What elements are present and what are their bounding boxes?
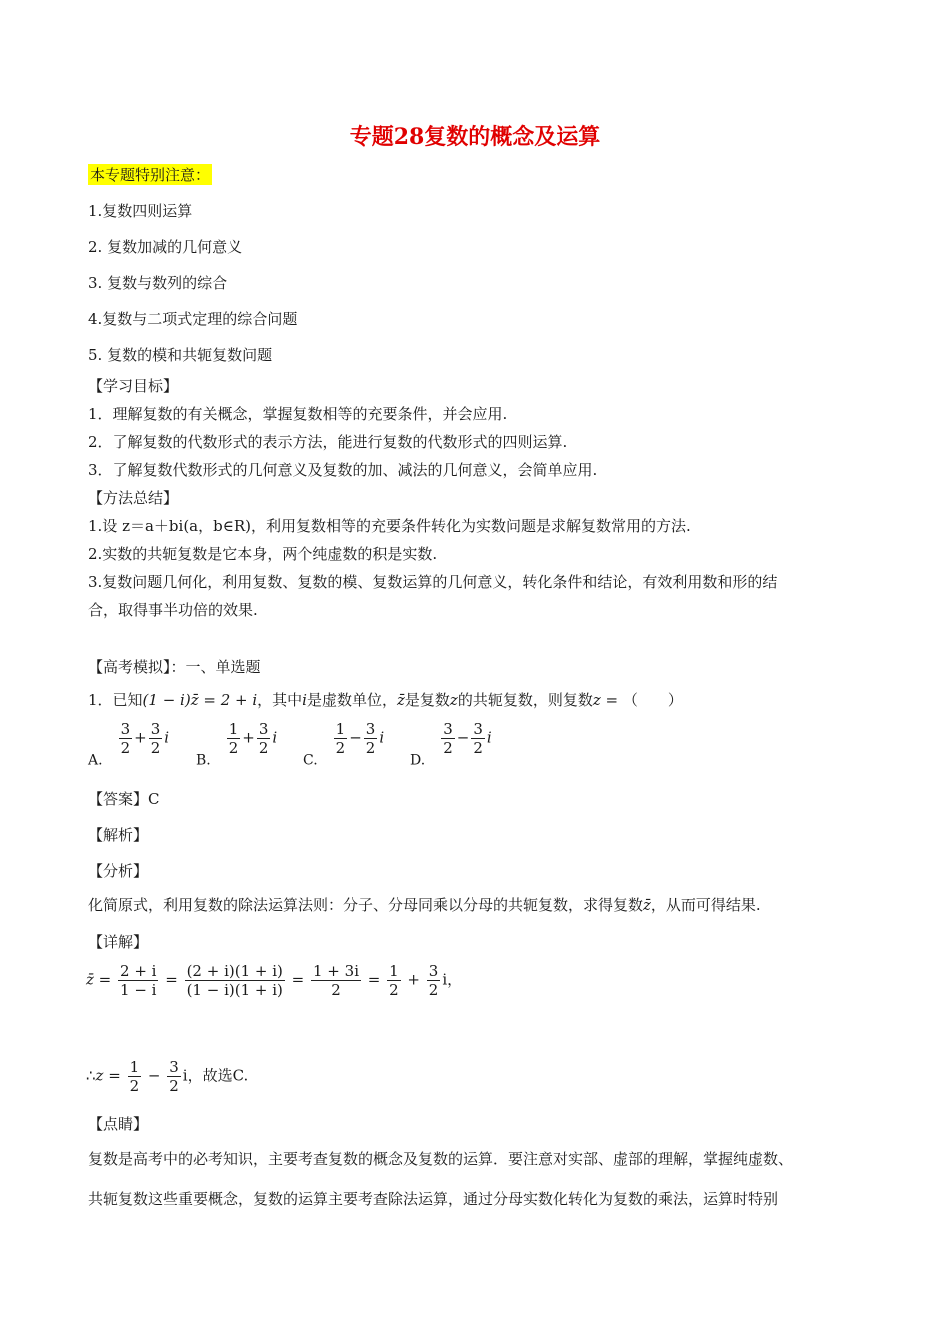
variable-z: z <box>592 691 601 709</box>
detail-equation: z̄ = $\frac{2 + i}{1 - i}$ = $\frac{(2 + i)(1 + i)}{(1 - i)(1 + i)}$ = $\frac{1 + 3i}{2}$ = $\frac{1}{2}$ + $\frac{3}{2}$ i， <box>86 962 463 999</box>
fraction: $\frac{3}{2}$ <box>258 720 269 757</box>
goal-item: 2．了解复数的代数形式的表示方法，能进行复数的代数形式的四则运算. <box>88 433 568 451</box>
method-item: 2.实数的共轭复数是它本身，两个纯虚数的积是实数. <box>88 545 438 563</box>
exam-header: 【高考模拟】：一、单选题 <box>88 658 261 676</box>
option-b <box>196 720 277 769</box>
imaginary-unit: i <box>272 728 278 747</box>
fraction: $\frac{(2 + i)(1 + i)}{(1 - i)(1 + i)}$ <box>186 962 283 999</box>
dianjing-line: 复数是高考中的必考知识，主要考查复数的概念及复数的运算．要注意对实部、虚部的理解，掌握纯虚数、 <box>88 1150 794 1168</box>
dianjing-line: 共轭复数这些重要概念，复数的运算主要考查除法运算，通过分母实数化转化为复数的乘法，运算时特别 <box>88 1190 779 1208</box>
notice-item: 1.复数四则运算 <box>88 202 193 220</box>
question-prefix: 1．已知 <box>88 691 143 709</box>
fenxi-text: 化简原式，利用复数的除法运算法则：分子、分母同乘以分母的共轭复数，求得复数z̄，从而可得结果. <box>88 896 761 914</box>
fenxi-header: 【分析】 <box>88 862 149 880</box>
question-text: ，其中 <box>257 691 303 709</box>
imaginary-unit: i <box>302 691 307 709</box>
notice-item: 5. 复数的模和共轭复数问题 <box>88 346 273 364</box>
imaginary-unit: i <box>379 728 385 747</box>
method-item: 3.复数问题几何化，利用复数、复数的模、复数运算的几何意义，转化条件和结论，有效利用数和形的结 <box>88 573 778 591</box>
goals-header: 【学习目标】 <box>88 377 179 395</box>
fraction: $\frac{1}{2}$ <box>335 720 346 757</box>
fraction: $\frac{3}{2}$ <box>428 962 439 999</box>
option-c <box>303 720 384 769</box>
option-letter: D. <box>410 752 426 769</box>
conjugate-symbol: z̄ <box>643 896 651 914</box>
option-a <box>88 720 169 769</box>
question-stem <box>88 689 683 710</box>
analysis-header: 【解析】 <box>88 826 149 844</box>
fraction: $\frac{2 + i}{1 - i}$ <box>120 962 157 999</box>
fraction: $\frac{1 + 3i}{2}$ <box>313 962 359 999</box>
fraction: $\frac{1}{2}$ <box>228 720 239 757</box>
question-tail: = （ ） <box>600 691 683 709</box>
fraction: $\frac{1}{2}$ <box>389 962 399 999</box>
imaginary-unit: i <box>442 970 448 989</box>
option-d <box>410 720 492 769</box>
imaginary-unit: i <box>182 1066 188 1085</box>
operator: + <box>134 728 147 747</box>
question-text: 的共轭复数，则复数 <box>457 691 593 709</box>
goal-item: 1．理解复数的有关概念，掌握复数相等的充要条件，并会应用. <box>88 405 508 423</box>
answer: 【答案】C <box>88 790 160 808</box>
imaginary-unit: i <box>164 728 170 747</box>
method-item: 合，取得事半功倍的效果. <box>88 601 258 619</box>
imaginary-unit: i <box>486 728 492 747</box>
option-letter: C. <box>303 752 318 769</box>
fraction: $\frac{3}{2}$ <box>150 720 161 757</box>
method-item: 1.设 z＝a＋bi(a，b∈R)，利用复数相等的充要条件转化为实数问题是求解复数常用的方法. <box>88 517 691 535</box>
option-letter: B. <box>196 752 211 769</box>
variable-z: z <box>95 1066 104 1085</box>
operator: + <box>242 728 255 747</box>
notice-item: 3. 复数与数列的综合 <box>88 274 228 292</box>
notice-label: 本专题特别注意： <box>90 166 211 184</box>
operator: − <box>349 728 362 747</box>
option-letter: A. <box>88 752 103 769</box>
fraction: $\frac{3}{2}$ <box>120 720 131 757</box>
methods-header: 【方法总结】 <box>88 489 179 507</box>
detail-header: 【详解】 <box>88 933 149 951</box>
fraction: $\frac{1}{2}$ <box>129 1058 140 1095</box>
question-expression: (1 − i)z̄ = 2 + i <box>142 691 258 709</box>
conclusion: ∴z = $\frac{1}{2}$ − $\frac{3}{2}$ i，故选C. <box>86 1058 249 1095</box>
goal-item: 3．了解复数代数形式的几何意义及复数的加、减法的几何意义，会简单应用. <box>88 461 598 479</box>
fraction: $\frac{3}{2}$ <box>443 720 453 757</box>
fraction: $\frac{3}{2}$ <box>365 720 376 757</box>
fraction: $\frac{3}{2}$ <box>169 1058 179 1095</box>
operator: − <box>456 728 470 747</box>
variable-z: z <box>449 691 458 709</box>
question-text: 是虚数单位， <box>306 691 397 709</box>
page-title: 专题28复数的概念及运算 <box>349 124 601 150</box>
notice-item: 4.复数与二项式定理的综合问题 <box>88 310 298 328</box>
dianjing-header: 【点睛】 <box>88 1115 149 1133</box>
fraction: $\frac{3}{2}$ <box>473 720 483 757</box>
notice-item: 2. 复数加减的几何意义 <box>88 238 243 256</box>
conjugate-symbol: z̄ <box>397 691 405 709</box>
question-text: 是复数 <box>404 691 450 709</box>
conjugate-symbol: z̄ <box>86 970 94 989</box>
